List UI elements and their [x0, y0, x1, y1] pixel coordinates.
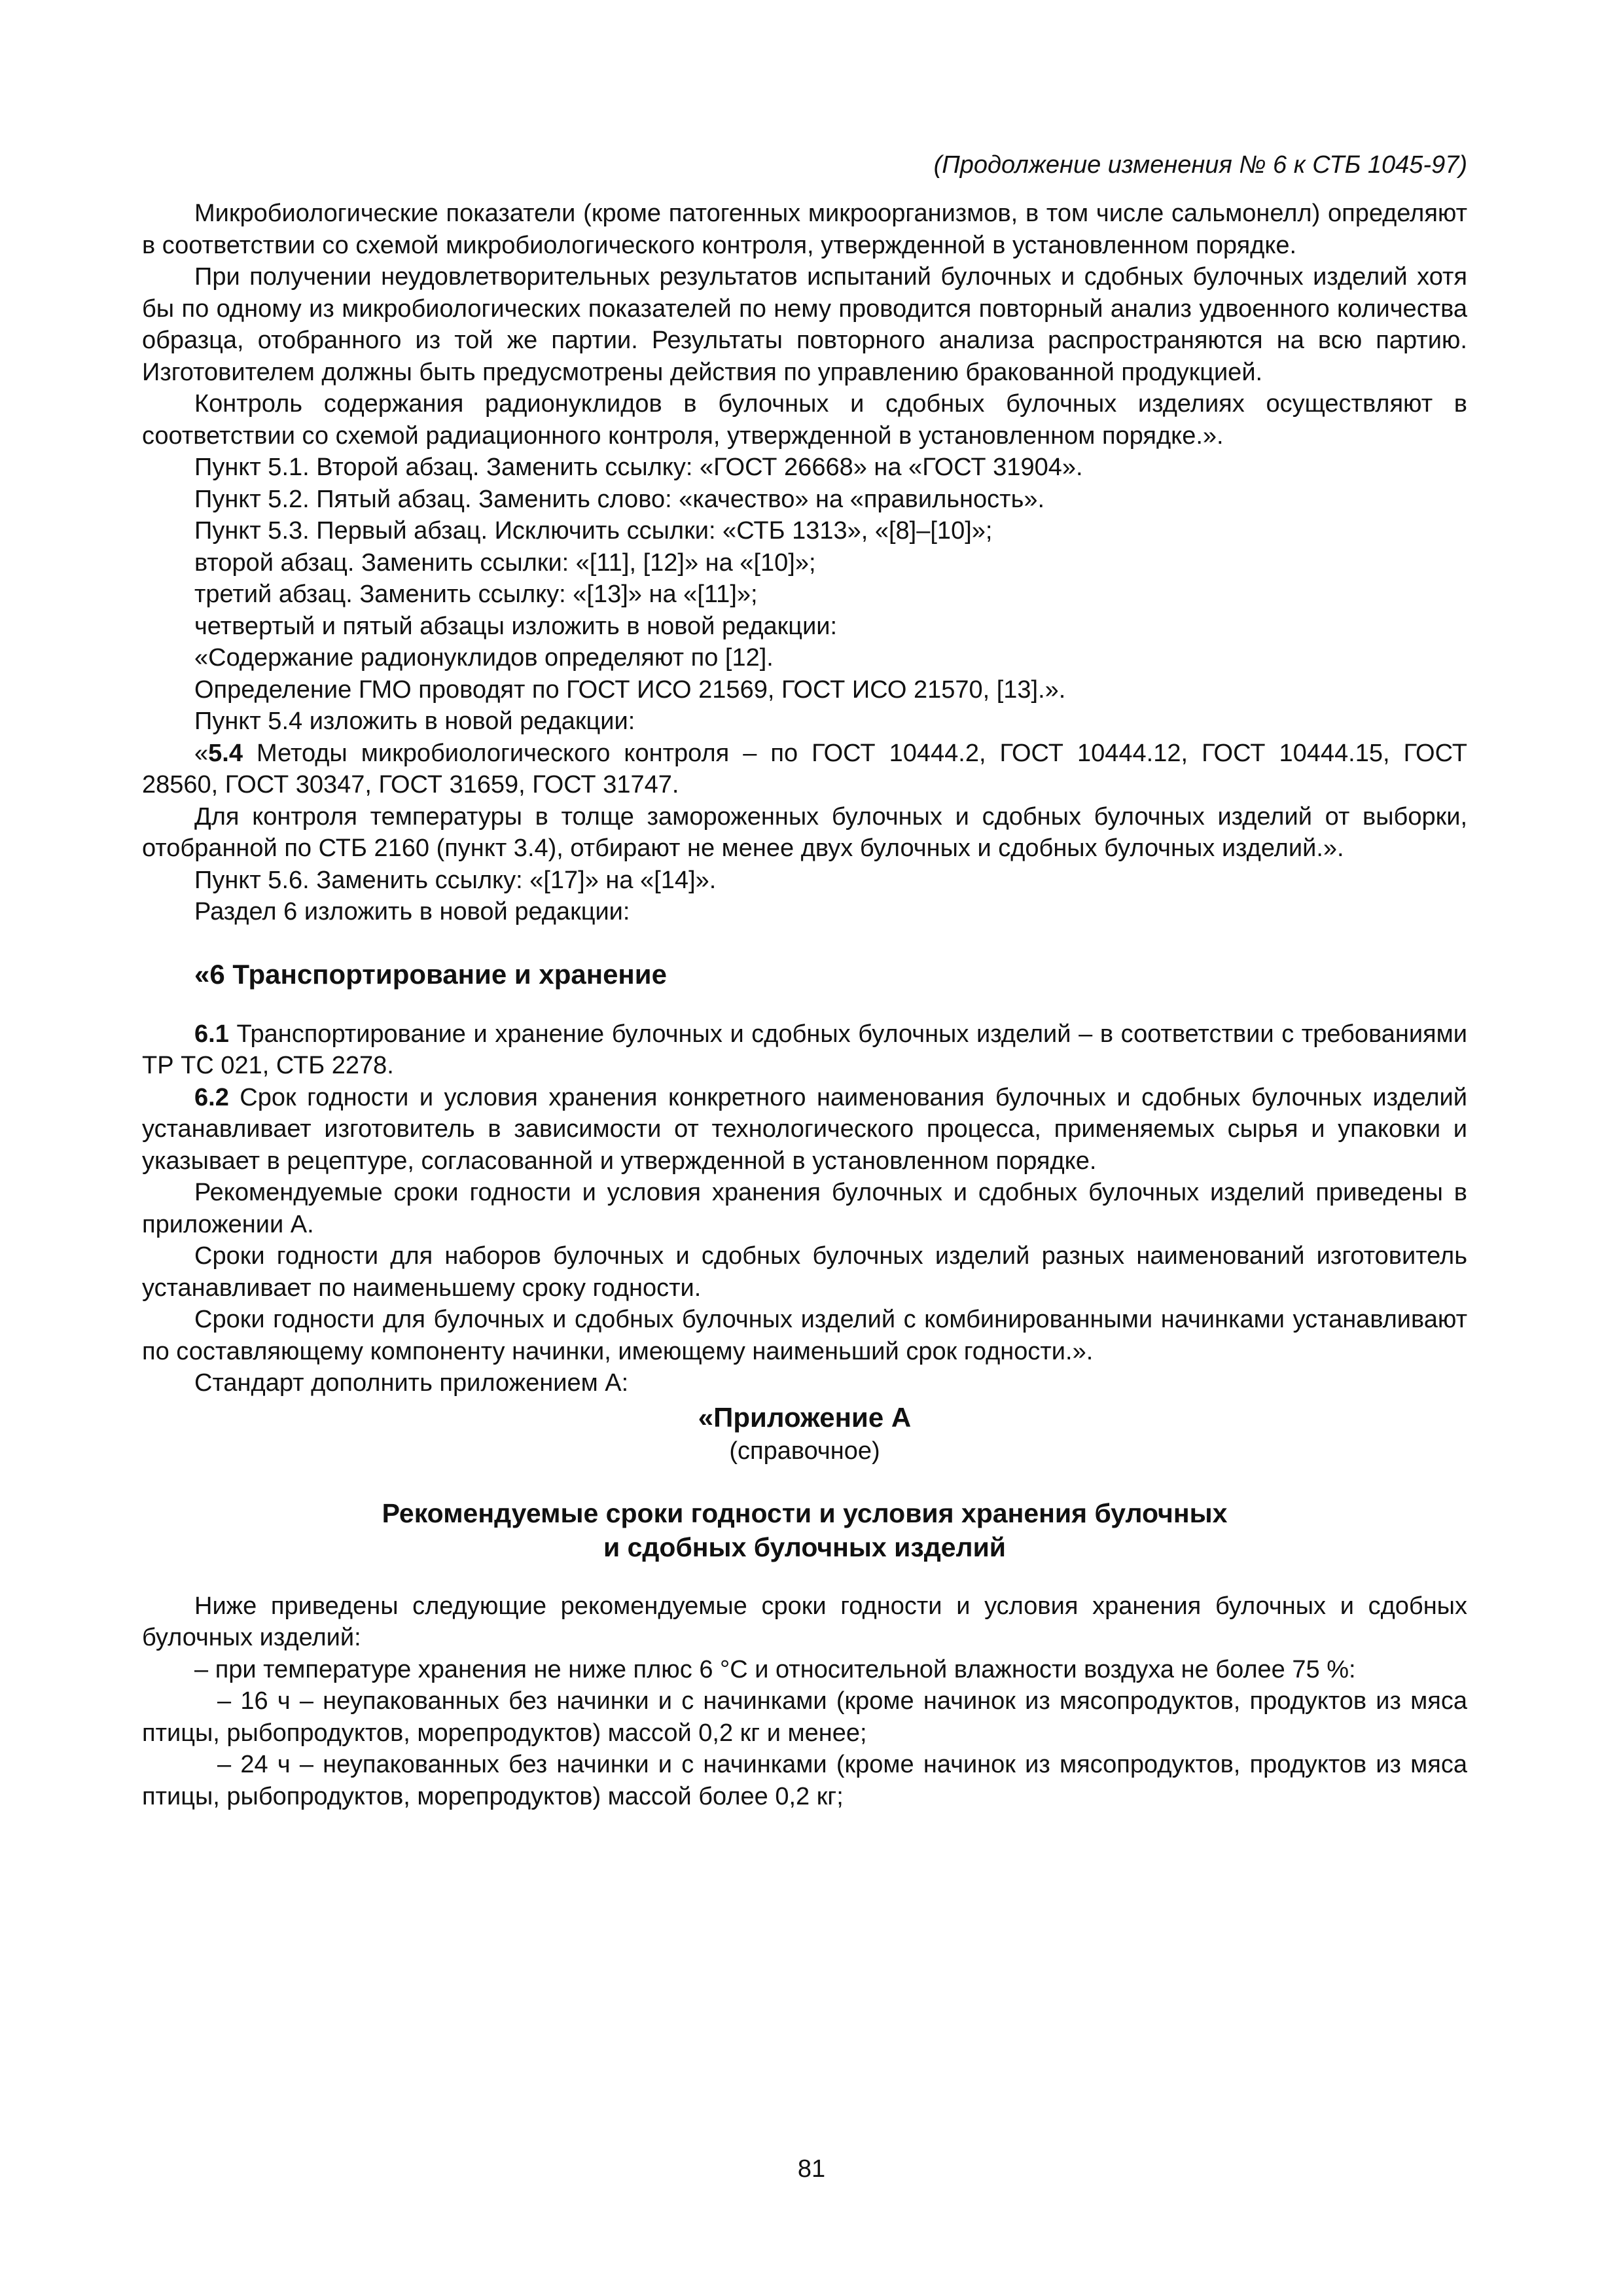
- paragraph-clause-5-4: [142, 738, 1467, 801]
- paragraph-recommended-terms: Рекомендуемые сроки годности и условия хранения булочных и сдобных булочных изделий приведены в приложении А.: [142, 1179, 1467, 1238]
- paragraph-section-6-intro: Раздел 6 изложить в новой редакции:: [194, 898, 630, 925]
- appendix-subtitle: (справочное): [729, 1437, 880, 1465]
- paragraph-clause-5-2: Пункт 5.2. Пятый абзац. Заменить слово: «качество» на «правильность».: [194, 485, 1045, 513]
- clause-text: Методы микробиологического контроля – по ГОСТ 10444.2, ГОСТ 10444.12, ГОСТ 10444.15, ГОСТ 28560, ГОСТ 30347, ГОСТ 31659, ГОСТ 31747.: [142, 739, 1467, 798]
- paragraph-gmo-determination: Определение ГМО проводят по ГОСТ ИСО 21569, ГОСТ ИСО 21570, [13].».: [194, 675, 1066, 704]
- appendix-title: «Приложение А: [698, 1401, 912, 1433]
- paragraph-clause-5-1: Пункт 5.1. Второй абзац. Заменить ссылку: «ГОСТ 26668» на «ГОСТ 31904».: [194, 454, 1083, 481]
- list-item-24h: – 24 ч – неупакованных без начинки и с начинками (кроме начинок из мясопродуктов, продуктов из мяса птицы, рыбопродуктов, морепродуктов) массой более 0,2 кг;: [142, 1751, 1467, 1810]
- appendix-name-line-1: Рекомендуемые сроки годности и условия хранения булочных: [382, 1498, 1228, 1528]
- paragraph-add-appendix: Стандарт дополнить приложением А:: [194, 1369, 629, 1397]
- clause-text: Срок годности и условия хранения конкретного наименования булочных и сдобных булочных изделий устанавливает изготовитель в зависимости от технологического процесса, применяемых сырья и упаковки и указывает в рецептуре, согласованной и утвержденной в установленном порядке.: [142, 1083, 1467, 1175]
- paragraph-temperature-control: Для контроля температуры в толще замороженных булочных и сдобных булочных изделий от выборки, отобранной по СТБ 2160 (пункт 3.4), отбирают не менее двух булочных и сдобных булочных изделий.».: [142, 802, 1467, 862]
- clause-text: Транспортирование и хранение булочных и сдобных булочных изделий – в соответствии с требованиями ТР ТС 021, СТБ 2278.: [142, 1020, 1467, 1079]
- paragraph-clause-6-2: [142, 1082, 1467, 1177]
- open-quote: «: [194, 739, 209, 767]
- document-page: [142, 149, 1467, 1812]
- appendix-name: [142, 1496, 1467, 1564]
- paragraph-fourth-fifth-para: четвертый и пятый абзацы изложить в новой редакции:: [194, 612, 838, 640]
- section-6-heading: «6 Транспортирование и хранение: [194, 958, 667, 990]
- paragraph-appendix-intro: Ниже приведены следующие рекомендуемые сроки годности и условия хранения булочных и сдобных булочных изделий:: [142, 1592, 1467, 1651]
- paragraph-unsatisfactory-results: При получении неудовлетворительных результатов испытаний булочных и сдобных булочных изделий хотя бы по одному из микробиологических показателей по нему проводится повторный анализ удвоенного количества образца, отобранного из той же партии. Результаты повторного анализа распространяются на всю партию. Изготовителем должны быть предусмотрены действия по управлению бракованной продукцией.: [142, 263, 1467, 386]
- paragraph-combined-fillings: Сроки годности для булочных и сдобных булочных изделий с комбинированными начинками устанавливают по составляющему компоненту начинки, имеющему наименьший срок годности.».: [142, 1306, 1467, 1365]
- paragraph-microbiological-indicators: Микробиологические показатели (кроме патогенных микроорганизмов, в том числе сальмонелл) определяют в соответствии со схемой микробиологического контроля, утвержденной в установленном порядке.: [142, 200, 1467, 259]
- clause-number: 6.2: [194, 1083, 229, 1111]
- paragraph-clause-5-4-intro: Пункт 5.4 изложить в новой редакции:: [194, 708, 635, 735]
- paragraph-sets-terms: Сроки годности для наборов булочных и сдобных булочных изделий разных наименований изготовитель устанавливает по наименьшему сроку годности.: [142, 1242, 1467, 1302]
- paragraph-second-para: второй абзац. Заменить ссылки: «[11], [12]» на «[10]»;: [194, 548, 816, 577]
- paragraph-radionuclides-content: «Содержание радионуклидов определяют по [12].: [194, 644, 774, 672]
- paragraph-radionuclides-control: Контроль содержания радионуклидов в булочных и сдобных булочных изделиях осуществляют в соответствии со схемой радиационного контроля, утвержденной в установленном порядке.».: [142, 390, 1467, 450]
- continuation-header: (Продолжение изменения № 6 к СТБ 1045-97): [933, 151, 1467, 179]
- appendix-name-line-2: и сдобных булочных изделий: [603, 1532, 1006, 1562]
- paragraph-clause-5-6: Пункт 5.6. Заменить ссылку: «[17]» на «[14]».: [194, 866, 717, 894]
- paragraph-clause-6-1: [142, 1018, 1467, 1082]
- page-number: 81: [797, 2155, 826, 2183]
- paragraph-third-para: третий абзац. Заменить ссылку: «[13]» на «[11]»;: [194, 581, 758, 608]
- paragraph-clause-5-3: Пункт 5.3. Первый абзац. Исключить ссылки: «СТБ 1313», «[8]–[10]»;: [194, 517, 993, 545]
- list-item-16h: – 16 ч – неупакованных без начинки и с начинками (кроме начинок из мясопродуктов, продуктов из мяса птицы, рыбопродуктов, морепродуктов) массой 0,2 кг и менее;: [142, 1687, 1467, 1747]
- clause-number: 5.4: [208, 739, 243, 767]
- list-item-storage-condition: – при температуре хранения не ниже плюс 6 °С и относительной влажности воздуха не более 75 %:: [194, 1655, 1356, 1683]
- clause-number: 6.1: [194, 1020, 229, 1048]
